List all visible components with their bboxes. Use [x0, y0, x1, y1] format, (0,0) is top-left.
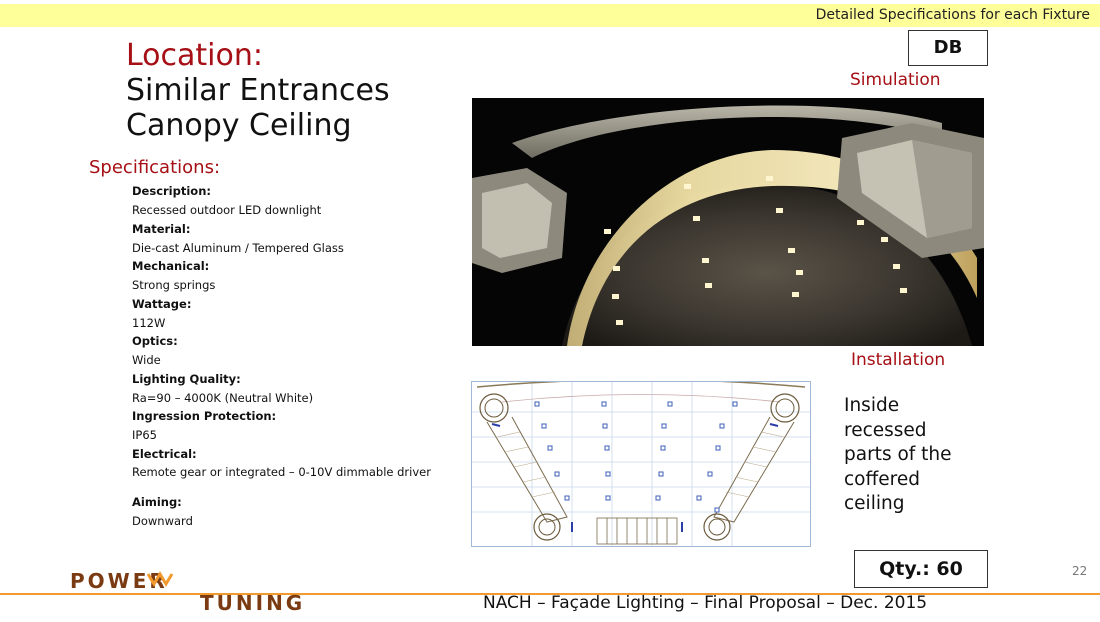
location-line-1: Similar Entrances [126, 73, 390, 108]
simulation-render-image [472, 98, 984, 346]
spec-label: Ingression Protection: [132, 409, 277, 423]
specifications-heading: Specifications: [89, 157, 221, 178]
svg-text:TUNING: TUNING [200, 591, 306, 615]
spec-value: Remote gear or integrated – 0-10V dimmable driver [132, 464, 431, 479]
spec-value: Recessed outdoor LED downlight [132, 203, 322, 217]
spec-value: Die-cast Aluminum / Tempered Glass [132, 240, 344, 255]
quantity-box: Qty.: 60 [854, 550, 988, 588]
installation-note: Inside recessed parts of the coffered ceiling [844, 395, 952, 514]
svg-text:POWER: POWER [70, 570, 168, 593]
spec-value: IP65 [132, 428, 157, 442]
footer-text: NACH – Façade Lighting – Final Proposal – Dec. 2015 [483, 593, 928, 613]
spec-label: Wattage: [132, 296, 192, 311]
header-band [0, 4, 1100, 27]
spec-value: Downward [132, 513, 193, 528]
installation-label: Installation [851, 350, 946, 370]
header-title: Detailed Specifications for each Fixture [815, 7, 1090, 23]
spec-label: Material: [132, 221, 191, 236]
spec-label: Electrical: [132, 446, 197, 461]
power-tuning-logo [70, 570, 380, 618]
specifications-list [132, 185, 432, 533]
spec-label: Aiming: [132, 494, 182, 509]
spec-label: Optics: [132, 334, 178, 348]
location-line-2: Canopy Ceiling [126, 108, 352, 143]
spec-label: Lighting Quality: [132, 371, 241, 386]
installation-plan-drawing [471, 381, 811, 547]
fixture-code-box: DB [908, 30, 988, 66]
simulation-label: Simulation [850, 70, 941, 90]
page-number: 22 [1072, 564, 1088, 578]
location-heading: Location: [126, 38, 263, 73]
spec-value: Wide [132, 353, 161, 367]
spec-label: Description: [132, 184, 211, 198]
spec-label: Mechanical: [132, 259, 210, 273]
spec-value: 112W [132, 315, 166, 330]
spec-value: Strong springs [132, 278, 216, 292]
spec-value: Ra=90 – 4000K (Neutral White) [132, 390, 314, 405]
